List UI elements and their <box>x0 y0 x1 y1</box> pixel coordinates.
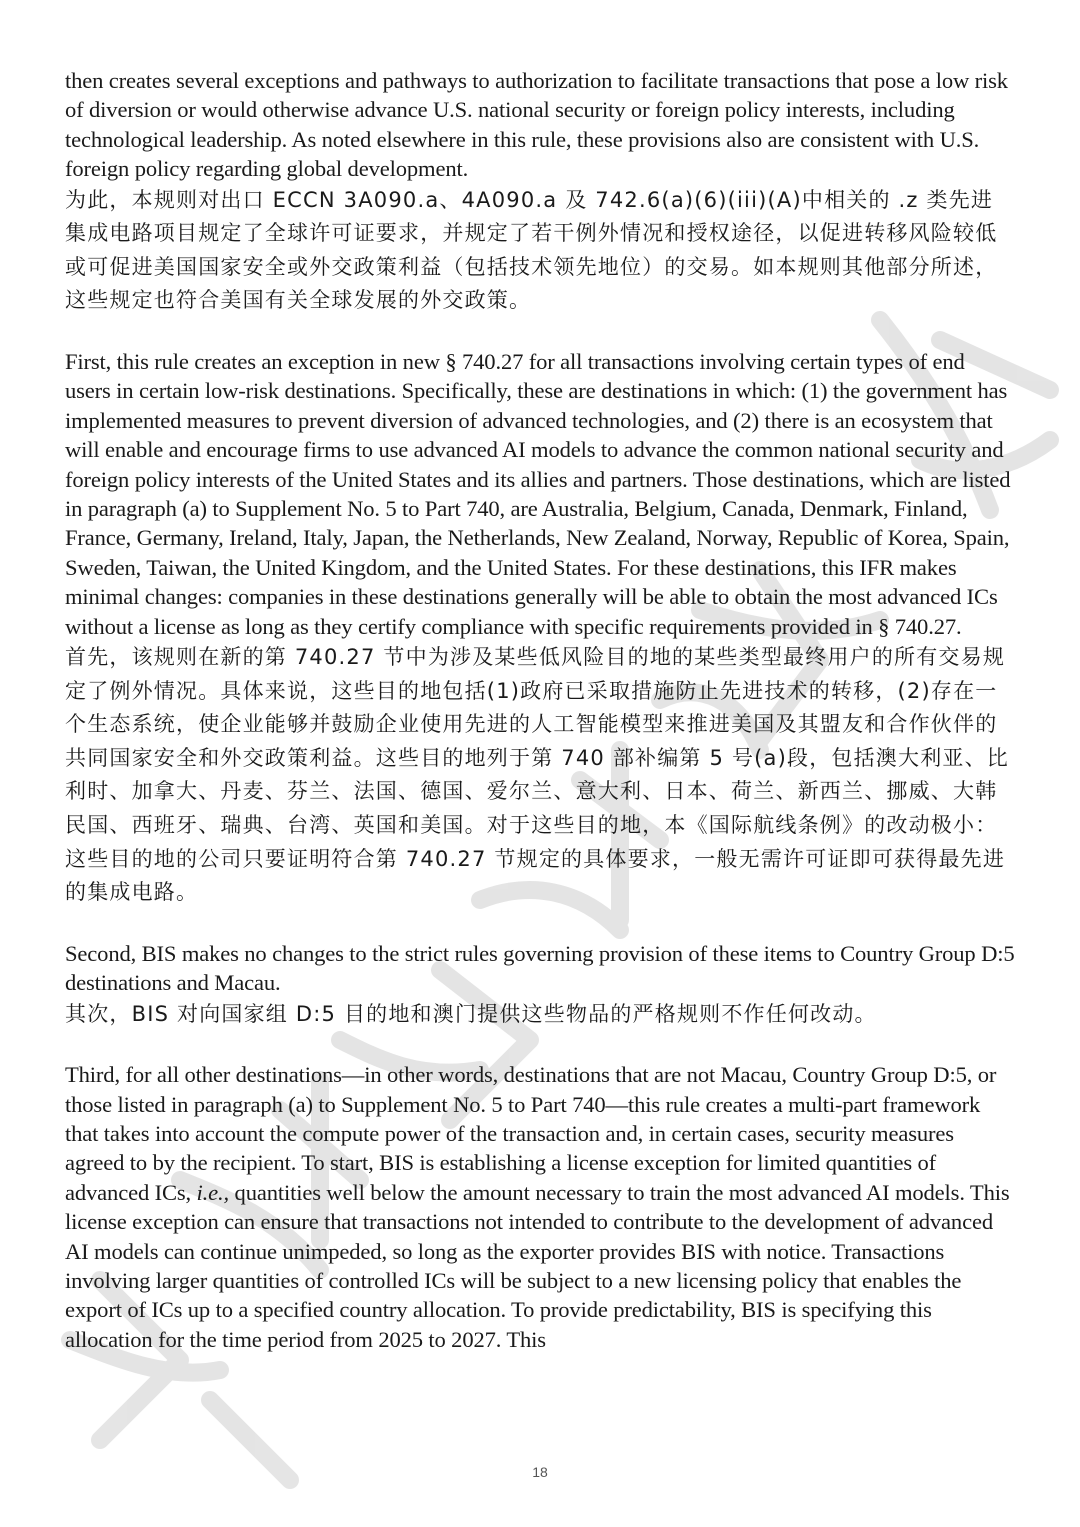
paragraph-1-english: then creates several exceptions and pathways to authorization to facilitate transactions that pose a low risk of diversion or would otherwise advance U.S. national security or foreign policy interests, including technological leadership. As noted elsewhere in this rule, these provisions also are consistent with U.S. foreign policy regarding global development. <box>65 68 1008 182</box>
paragraph-4-italic-ie: i.e., <box>196 1179 230 1205</box>
paragraph-1-chinese: 为此，本规则对出口 ECCN 3A090.a、4A090.a 及 742.6(a)(6)(iii)(A)中相关的 .z 类先进集成电路项目规定了全球许可证要求，并规定了若干例外情况和授权途径，以促进转移风险较低或可促进美国国家安全或外交政策利益（包括技术领先地位）的交易。如本规则其他部分所述，这些规定也符合美国有关全球发展的外交政策。 <box>65 187 998 313</box>
paragraph-3-chinese: 其次，BIS 对向国家组 D:5 目的地和澳门提供这些物品的严格规则不作任何改动。 <box>65 1001 877 1026</box>
document-body <box>65 66 1015 1354</box>
paragraph-4-english <box>65 1060 1015 1354</box>
paragraph-4-text-end: quantities well below the amount necessary to train the most advanced AI models. This license exception can ensure that transactions not intended to contribute to the development of advanced AI models can continue unimpeded, so long as the exporter provides BIS with notice. Transactions involving larger quantities of controlled ICs will be subject to a new licensing policy that enables the export of ICs up to a specified country allocation. To provide predictability, BIS is specifying this allocation for the time period from 2025 to 2027. This <box>65 1179 1010 1352</box>
paragraph-3-english: Second, BIS makes no changes to the strict rules governing provision of these items to Country Group D:5 destinations and Macau. <box>65 940 1015 996</box>
paragraph-2-chinese: 首先，该规则在新的第 740.27 节中为涉及某些低风险目的地的某些类型最终用户的所有交易规定了例外情况。具体来说，这些目的地包括(1)政府已采取措施防止先进技术的转移，(2)存在一个生态系统，使企业能够并鼓励企业使用先进的人工智能模型来推进美国及其盟友和合作伙伴的共同国家安全和外交政策利益。这些目的地列于第 740 部补编第 5 号(a)段，包括澳大利亚、比利时、加拿大、丹麦、芬兰、法国、德国、爱尔兰、意大利、日本、荷兰、新西兰、挪威、大韩民国、西班牙、瑞典、台湾、英国和美国。对于这些目的地，本《国际航线条例》的改动极小：这些目的地的公司只要证明符合第 740.27 节规定的具体要求，一般无需许可证即可获得最先进的集成电路。 <box>65 645 1009 905</box>
paragraph-2-english: First, this rule creates an exception in new § 740.27 for all transactions involving certain types of end users in certain low-risk destinations. Specifically, these are destinations in which: (1) the government has implemented measures to prevent diversion of advanced technologies, and (2) there is an ecosystem that will enable and encourage firms to use advanced AI models to advance the common national security and foreign policy interests of the United States and its allies and partners. Those destinations, which are listed in paragraph (a) to Supplement No. 5 to Part 740, are Australia, Belgium, Canada, Denmark, Finland, France, Germany, Ireland, Italy, Japan, the Netherlands, New Zealand, Norway, Republic of Korea, Spain, Sweden, Taiwan, the United Kingdom, and the United States. For these destinations, this IFR makes minimal changes: companies in these destinations generally will be able to obtain the most advanced ICs without a license as long as they certify compliance with specific requirements provided in § 740.27. <box>65 349 1011 639</box>
paragraph-gap <box>65 910 1015 939</box>
paragraph-gap <box>65 318 1015 347</box>
page-number: 18 <box>532 1464 548 1480</box>
paragraph-4-text-start: Third, for all other destinations—in other words, destinations that are not Macau, Country Group D:5, or those listed in paragraph (a) to Supplement No. 5 to Part 740—this rule creates a multi-part framework that takes into account the compute power of the transaction and, in certain cases, security measures agreed to by the recipient. To start, BIS is establishing a license exception for limited quantities of advanced ICs, <box>65 1062 997 1205</box>
paragraph-gap <box>65 1031 1015 1060</box>
